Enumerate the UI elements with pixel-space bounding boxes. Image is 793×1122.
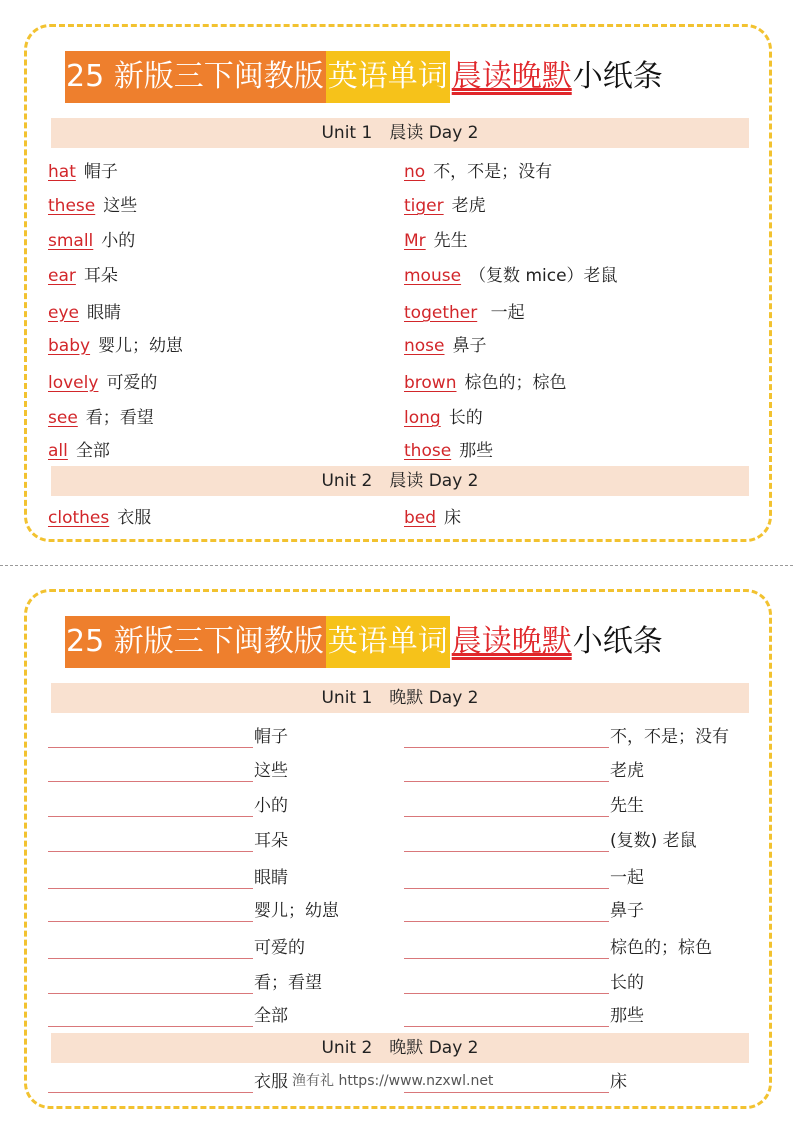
card-title xyxy=(65,616,663,668)
unit2-header: Unit 2 晚默 Day 2 xyxy=(51,1033,749,1063)
english-word: those xyxy=(404,441,452,461)
chinese-meaning: 床 xyxy=(444,508,462,528)
chinese-meaning: 眼睛 xyxy=(254,868,288,888)
dictation-entry xyxy=(404,829,744,855)
dictation-entry xyxy=(48,794,388,820)
word-entry xyxy=(404,228,468,254)
chinese-meaning: 不，不是；没有 xyxy=(610,727,729,747)
word-entry xyxy=(404,159,552,185)
chinese-meaning: 衣服 xyxy=(117,508,152,528)
title-part-1: 25 新版三下闽教版 xyxy=(65,616,326,668)
word-entry xyxy=(404,333,487,359)
answer-blank[interactable] xyxy=(48,851,253,852)
english-word: eye xyxy=(48,303,79,323)
title-part-4: 小纸条 xyxy=(572,624,663,659)
chinese-meaning: 老虎 xyxy=(610,761,644,781)
answer-blank[interactable] xyxy=(404,851,609,852)
english-word: hat xyxy=(48,162,76,182)
dictation-entry xyxy=(48,936,388,962)
english-word: all xyxy=(48,441,68,461)
chinese-meaning: 婴儿；幼崽 xyxy=(254,901,339,921)
chinese-meaning: 小的 xyxy=(254,796,288,816)
answer-blank[interactable] xyxy=(48,888,253,889)
chinese-meaning: 可爱的 xyxy=(254,938,305,958)
english-word: bed xyxy=(404,508,437,528)
chinese-meaning: 这些 xyxy=(103,196,138,216)
dictation-entry xyxy=(404,866,744,892)
answer-blank[interactable] xyxy=(404,888,609,889)
chinese-meaning: 先生 xyxy=(610,796,644,816)
answer-blank[interactable] xyxy=(404,993,609,994)
chinese-meaning: 棕色的；棕色 xyxy=(610,938,712,958)
chinese-meaning: 耳朵 xyxy=(83,266,118,286)
chinese-meaning: 棕色的；棕色 xyxy=(464,373,567,393)
chinese-meaning: 不，不是；没有 xyxy=(433,162,553,182)
dictation-entry xyxy=(48,759,388,785)
dictation-entry xyxy=(404,899,744,925)
chinese-meaning: 可爱的 xyxy=(106,373,158,393)
dictation-entry xyxy=(48,899,388,925)
word-entry xyxy=(48,300,121,326)
dictation-entry xyxy=(404,971,744,997)
unit1-header: Unit 1 晨读 Day 2 xyxy=(51,118,749,148)
answer-blank[interactable] xyxy=(404,1026,609,1027)
english-word: these xyxy=(48,196,96,216)
watermark: 渔有礼 https://www.nzxwl.net xyxy=(292,1073,494,1089)
chinese-meaning: 全部 xyxy=(254,1006,288,1026)
english-word: together xyxy=(404,303,478,323)
dictation-entry xyxy=(48,1004,388,1030)
dictation-entry xyxy=(404,725,744,751)
chinese-meaning: 床 xyxy=(610,1072,627,1092)
morning-reading-card xyxy=(24,24,772,542)
answer-blank[interactable] xyxy=(404,781,609,782)
chinese-meaning: 全部 xyxy=(75,441,110,461)
title-part-1: 25 新版三下闽教版 xyxy=(65,51,326,103)
title-part-4: 小纸条 xyxy=(572,59,663,94)
english-word: ear xyxy=(48,266,76,286)
word-entry xyxy=(48,159,118,185)
unit1-header: Unit 1 晚默 Day 2 xyxy=(51,683,749,713)
dictation-entry xyxy=(48,971,388,997)
word-entry xyxy=(48,505,151,531)
answer-blank[interactable] xyxy=(404,921,609,922)
chinese-meaning: 一起 xyxy=(485,303,525,323)
chinese-meaning: 耳朵 xyxy=(254,831,288,851)
dictation-entry xyxy=(404,936,744,962)
word-entry xyxy=(48,228,135,254)
title-part-2: 英语单词 xyxy=(326,51,450,103)
word-entry xyxy=(48,438,110,464)
dictation-entry xyxy=(404,759,744,785)
english-word: see xyxy=(48,408,78,428)
chinese-meaning: 小的 xyxy=(101,231,136,251)
english-word: lovely xyxy=(48,373,99,393)
chinese-meaning: 眼睛 xyxy=(86,303,121,323)
title-part-3: 晨读晚默 xyxy=(451,59,572,94)
word-entry xyxy=(48,263,118,289)
english-word: brown xyxy=(404,373,457,393)
answer-blank[interactable] xyxy=(404,816,609,817)
chinese-meaning: (复数) 老鼠 xyxy=(610,831,697,851)
answer-blank[interactable] xyxy=(48,1092,253,1093)
word-entry xyxy=(404,505,461,531)
dictation-entry xyxy=(404,794,744,820)
answer-blank[interactable] xyxy=(48,958,253,959)
unit2-header: Unit 2 晨读 Day 2 xyxy=(51,466,749,496)
chinese-meaning: 老虎 xyxy=(451,196,486,216)
chinese-meaning: 长的 xyxy=(448,408,483,428)
word-entry xyxy=(48,193,137,219)
english-word: small xyxy=(48,231,94,251)
chinese-meaning: 先生 xyxy=(433,231,468,251)
answer-blank[interactable] xyxy=(48,747,253,748)
english-word: Mr xyxy=(404,231,426,251)
word-entry xyxy=(404,370,567,396)
english-word: baby xyxy=(48,336,91,356)
answer-blank[interactable] xyxy=(404,958,609,959)
word-entry xyxy=(404,263,618,289)
chinese-meaning: 衣服 xyxy=(254,1072,288,1092)
answer-blank[interactable] xyxy=(404,1092,609,1093)
dictation-entry xyxy=(48,829,388,855)
word-entry xyxy=(404,193,486,219)
answer-blank[interactable] xyxy=(48,1026,253,1027)
chinese-meaning: 长的 xyxy=(610,973,644,993)
word-entry xyxy=(48,370,157,396)
card-title xyxy=(65,51,663,103)
word-entry xyxy=(404,405,483,431)
title-part-2: 英语单词 xyxy=(326,616,450,668)
chinese-meaning: 一起 xyxy=(610,868,644,888)
dictation-entry xyxy=(48,725,388,751)
dictation-entry xyxy=(48,866,388,892)
chinese-meaning: 帽子 xyxy=(254,727,288,747)
english-word: mouse xyxy=(404,266,462,286)
english-word: clothes xyxy=(48,508,110,528)
answer-blank[interactable] xyxy=(48,816,253,817)
word-entry xyxy=(48,333,183,359)
english-word: nose xyxy=(404,336,445,356)
chinese-meaning: 看；看望 xyxy=(254,973,322,993)
word-entry xyxy=(404,300,525,326)
chinese-meaning: 那些 xyxy=(610,1006,644,1026)
chinese-meaning: 这些 xyxy=(254,761,288,781)
word-entry xyxy=(48,405,154,431)
chinese-meaning: 鼻子 xyxy=(452,336,487,356)
chinese-meaning: 那些 xyxy=(459,441,494,461)
chinese-meaning: 帽子 xyxy=(83,162,118,182)
english-word: long xyxy=(404,408,441,428)
chinese-meaning: 婴儿；幼崽 xyxy=(98,336,184,356)
word-entry xyxy=(404,438,493,464)
english-word: no xyxy=(404,162,426,182)
answer-blank[interactable] xyxy=(404,747,609,748)
answer-blank[interactable] xyxy=(48,993,253,994)
title-part-3: 晨读晚默 xyxy=(451,624,572,659)
chinese-meaning: 鼻子 xyxy=(610,901,644,921)
evening-dictation-card xyxy=(24,589,772,1109)
english-word: tiger xyxy=(404,196,444,216)
answer-blank[interactable] xyxy=(48,921,253,922)
dictation-entry xyxy=(404,1004,744,1030)
chinese-meaning: （复数 mice）老鼠 xyxy=(469,266,618,286)
cut-line xyxy=(0,565,793,566)
chinese-meaning: 看；看望 xyxy=(85,408,154,428)
answer-blank[interactable] xyxy=(48,781,253,782)
